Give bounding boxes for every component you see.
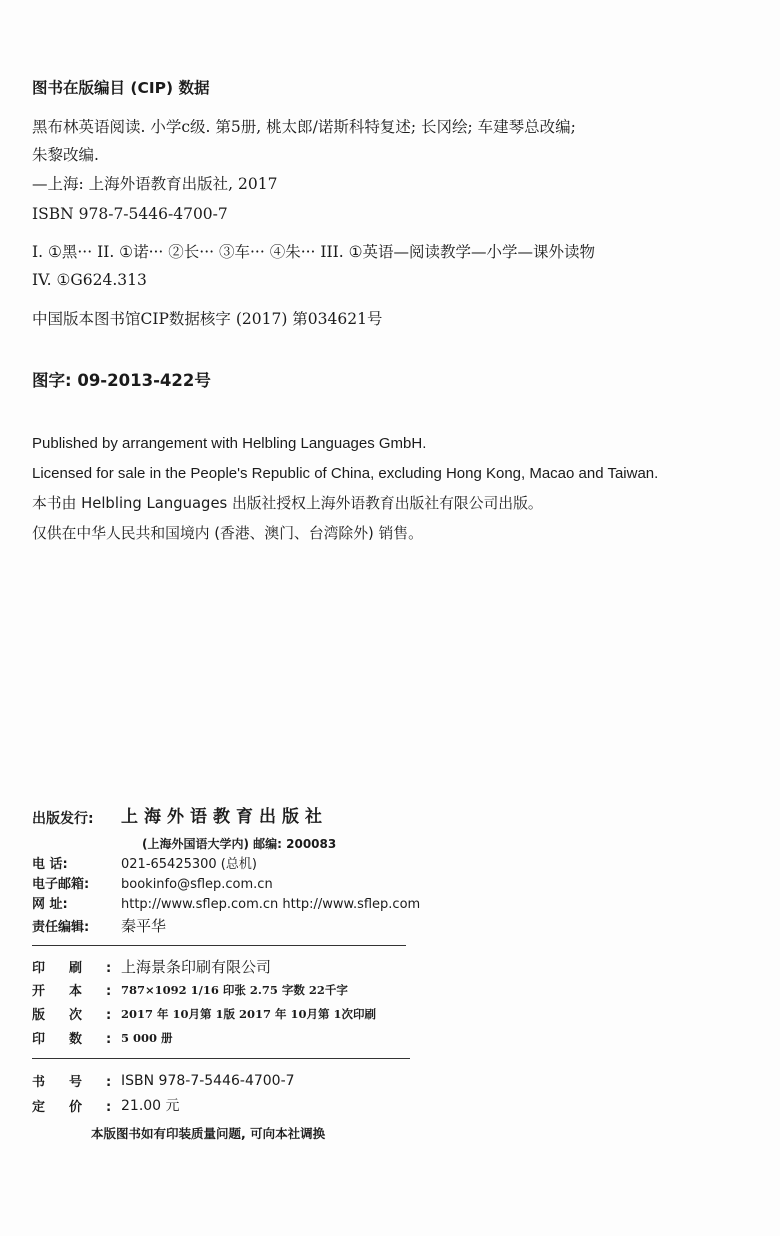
publisher-label: 出版发行: xyxy=(32,811,94,827)
license-english-1: Published by arrangement with Helbling Languages GmbH. xyxy=(32,435,427,452)
cip-line-1: 黑布林英语阅读. 小学c级. 第5册, 桃太郎/诺斯科特复述; 长冈绘; 车建琴总改编; xyxy=(32,118,576,136)
printer-name: 上海景条印刷有限公司 xyxy=(121,958,272,976)
quality-notice: 本版图书如有印装质量问题, 可向本社调换 xyxy=(91,1126,326,1141)
editor-label: 责任编辑: xyxy=(32,920,90,935)
cip-heading: 图书在版编目 (CIP) 数据 xyxy=(32,79,210,97)
phone-value: 021-65425300 (总机) xyxy=(121,857,257,872)
price-value: 21.00 元 xyxy=(121,1098,180,1114)
license-chinese-2: 仅供在中华人民共和国境内 (香港、澳门、台湾除外) 销售。 xyxy=(32,525,423,542)
divider xyxy=(32,945,406,946)
cip-line-2: 朱黎改编. xyxy=(32,146,99,164)
email-label: 电子邮箱: xyxy=(32,877,90,892)
website-label: 网 址: xyxy=(32,897,68,912)
license-chinese-1: 本书由 Helbling Languages 出版社授权上海外语教育出版社有限公司出版。 xyxy=(32,495,543,512)
isbn-value: ISBN 978-7-5446-4700-7 xyxy=(121,1073,295,1089)
copies-value: 5 000 册 xyxy=(121,1031,173,1045)
format-value: 787×1092 1/16 印张 2.75 字数 22千字 xyxy=(121,983,348,997)
cip-line-3: —上海: 上海外语教育出版社, 2017 xyxy=(32,175,278,193)
edition-label: 版次: xyxy=(32,1008,136,1023)
license-english-2: Licensed for sale in the People's Republic of China, excluding Hong Kong, Macao and Taiwan. xyxy=(32,465,659,482)
cip-isbn: ISBN 978-7-5446-4700-7 xyxy=(32,205,228,223)
publisher-name: 上海外语教育出版社 xyxy=(121,807,328,827)
isbn-label: 书号: xyxy=(32,1075,136,1090)
printer-label: 印刷: xyxy=(32,961,136,976)
cip-record-number: 中国版本图书馆CIP数据核字 (2017) 第034621号 xyxy=(32,310,383,328)
editor-name: 秦平华 xyxy=(121,917,167,935)
price-label: 定价: xyxy=(32,1100,136,1115)
phone-label: 电 话: xyxy=(32,857,68,872)
cip-classification: I. ①黑··· II. ①诺··· ②长··· ③车··· ④朱··· III. ①英语—阅读教学—小学—课外读物 xyxy=(32,243,596,261)
divider xyxy=(32,1058,410,1059)
publisher-address: (上海外国语大学内) 邮编: 200083 xyxy=(142,837,337,851)
cip-classification-2: IV. ①G624.313 xyxy=(32,271,147,289)
edition-value: 2017 年 10月第 1版 2017 年 10月第 1次印刷 xyxy=(121,1007,377,1021)
copyright-permit-number: 图字: 09-2013-422号 xyxy=(32,371,211,390)
format-label: 开本: xyxy=(32,984,136,999)
copies-label: 印数: xyxy=(32,1032,136,1047)
website-value: http://www.sflep.com.cn http://www.sflep.com xyxy=(121,897,421,912)
email-value: bookinfo@sflep.com.cn xyxy=(121,877,273,892)
